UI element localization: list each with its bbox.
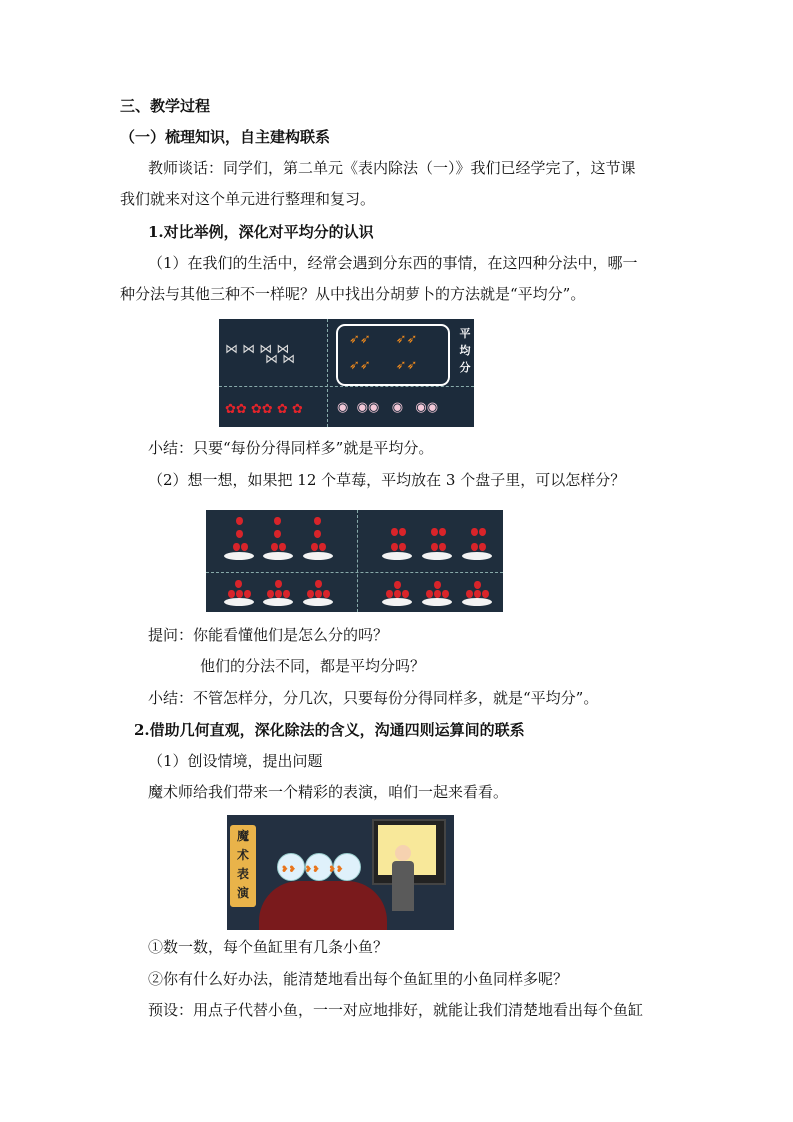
carrot-icon: ➶➶ ➶➶ bbox=[349, 332, 418, 347]
division-methods-image bbox=[219, 319, 474, 427]
strawberry-plates-image bbox=[206, 510, 503, 612]
ask-2: 他们的分法不同，都是平均分吗？ bbox=[200, 657, 426, 675]
intro-line-2: 我们就来对这个单元进行整理和复习。 bbox=[120, 190, 376, 208]
magician bbox=[395, 845, 411, 861]
question-a: ①数一数，每个鱼缸里有几条小鱼？ bbox=[148, 938, 389, 956]
question-1-line-1: （1）在我们的生活中，经常会遇到分东西的事情，在这四种分法中，哪一 bbox=[148, 254, 638, 272]
section-title: 三、教学过程 bbox=[120, 97, 211, 115]
lollipop-icon: ◉ ◉◉ ◉ ◉◉ bbox=[337, 400, 439, 415]
magic-intro: 魔术师给我们带来一个精彩的表演，咱们一起来看看。 bbox=[148, 783, 509, 801]
sub2-heading: 2.借助几何直观，深化除法的含义，沟通四则运算间的联系 bbox=[134, 721, 525, 739]
summary-2: 小结：不管怎样分，分几次，只要每份分得同样多，就是“平均分”。 bbox=[148, 689, 599, 707]
part1-heading: （一）梳理知识，自主建构联系 bbox=[120, 128, 331, 146]
ask-1: 提问：你能看懂他们是怎么分的吗？ bbox=[148, 626, 389, 644]
sub1-heading: 1.对比举例，深化对平均分的认识 bbox=[148, 223, 374, 241]
question-2: （2）想一想，如果把 12 个草莓，平均放在 3 个盘子里，可以怎样分？ bbox=[148, 471, 626, 489]
carrot-icon: ➶➶ ➶➶ bbox=[349, 358, 418, 373]
bow-icon: ⋈ ⋈ bbox=[265, 352, 296, 367]
intro-line-1: 教师谈话：同学们，第二单元《表内除法（一）》我们已经学完了，这节课 bbox=[148, 159, 636, 177]
average-label: 平均分 bbox=[459, 327, 471, 374]
flower-icon: ✿✿ ✿✿ ✿ ✿ bbox=[225, 402, 303, 417]
step-1: （1）创设情境，提出问题 bbox=[148, 752, 323, 770]
question-1-line-2: 种分法与其他三种不一样呢？从中找出分胡萝卜的方法就是“平均分”。 bbox=[120, 285, 586, 303]
preset-line: 预设：用点子代替小鱼，一一对应地排好，就能让我们清楚地看出每个鱼缸 bbox=[148, 1001, 644, 1019]
bow-icon: ⋈ ⋈ ⋈ ⋈ bbox=[225, 342, 290, 357]
summary-1: 小结：只要“每份分得同样多”就是平均分。 bbox=[148, 439, 434, 457]
magic-show-label: 魔术表演 bbox=[236, 829, 249, 900]
magic-show-image: 魔术表演 ❥❥ ❥❥ ❥❥ bbox=[227, 815, 454, 930]
question-b: ②你有什么好办法，能清楚地看出每个鱼缸里的小鱼同样多呢？ bbox=[148, 970, 569, 988]
